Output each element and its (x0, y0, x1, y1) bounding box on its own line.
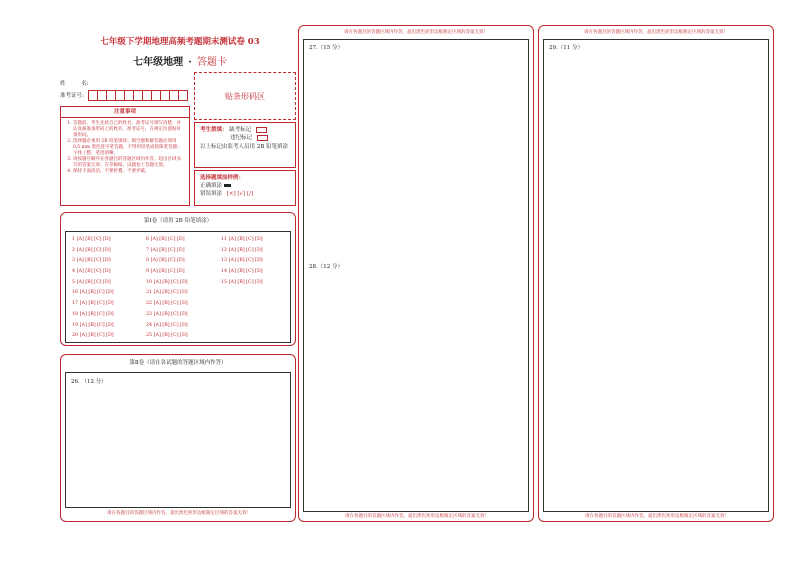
exam-mark-note: 以上标记由监考人员用 2B 铅笔填涂 (200, 144, 289, 150)
violation-label: 违纪标记 (230, 135, 253, 141)
fill-sample-title: 选择题填涂样例： (200, 175, 245, 181)
part2-warning: 请在各题目的答题区域内作答，超出黑色矩形边框限定区域的答案无效！ (107, 511, 251, 516)
q27-label: 27.（15 分） (309, 45, 343, 51)
answer-row[interactable]: 14 [A] [B] [C] [D] (221, 269, 263, 275)
middle-answer-area[interactable] (303, 39, 529, 512)
notice-item-1: 1. 答题前，考生先将自己的姓名，准考证号填写清楚，并认真核准条形码上的姓名、准考证号，在规定位置贴好条形码。 (73, 121, 185, 139)
answer-row[interactable]: 16 [A] [B] [C] [D] (72, 290, 114, 296)
answer-row[interactable]: 4 [A] [B] [C] [D] (72, 269, 111, 275)
subtitle-separator: · (188, 57, 192, 68)
answer-row[interactable]: 19 [A] [B] [C] [D] (72, 322, 114, 328)
exam-mark-box (194, 122, 296, 168)
notice-item-3: 3. 请按题号顺序在各题目的答题区域内作答，超出区域书写的答案无效；在草稿纸、试题卷上答题无效。 (73, 157, 185, 169)
answer-row[interactable]: 23 [A] [B] [C] [D] (146, 311, 188, 317)
part1-title: 第Ⅰ卷（请用 2B 铅笔填涂） (143, 218, 213, 224)
part2-section (60, 354, 296, 522)
answer-row[interactable]: 10 [A] [B] [C] [D] (146, 279, 188, 285)
wrong-fill-label: 错误填涂 (200, 191, 223, 197)
correct-fill-label: 正确填涂 (200, 183, 223, 189)
answer-col-1 (72, 237, 114, 344)
card-subtitle (60, 50, 300, 69)
q28-label: 28.（12 分） (309, 264, 343, 270)
q26-label: 26. （12 分） (71, 379, 107, 385)
notice-list (61, 118, 189, 175)
absent-label: 缺考标记 (229, 127, 252, 133)
q29-label: 29.（11 分） (549, 45, 583, 51)
answer-row[interactable]: 18 [A] [B] [C] [D] (72, 311, 114, 317)
answer-row[interactable]: 11 [A] [B] [C] [D] (221, 237, 263, 242)
answer-row[interactable]: 15 [A] [B] [C] [D] (221, 279, 263, 285)
barcode-label: 贴条形码区 (225, 91, 265, 101)
answer-card-label: 答题卡 (196, 57, 227, 68)
answer-row[interactable]: 7 [A] [B] [C] [D] (146, 247, 185, 253)
right-column (538, 25, 774, 522)
part2-title: 第Ⅱ卷（请在各试题的答题区域内作答） (129, 360, 227, 366)
barcode-area (194, 72, 296, 120)
correct-fill-mark (224, 184, 231, 187)
answer-row[interactable]: 21 [A] [B] [C] [D] (146, 290, 188, 296)
q26-answer-area[interactable] (65, 372, 291, 508)
notice-title: 注意事项 (61, 107, 189, 118)
exam-id-field[interactable] (60, 90, 187, 101)
name-label-2: 名: (81, 81, 89, 87)
exam-id-label: 准考证号: (60, 93, 84, 99)
right-top-warning: 请在各题目的答题区域内作答，超出黑色矩形边框限定区域的答案无效！ (584, 30, 728, 35)
answer-row[interactable]: 9 [A] [B] [C] [D] (146, 269, 185, 275)
answer-row[interactable]: 6 [A] [B] [C] [D] (146, 237, 185, 242)
middle-top-warning: 请在各题目的答题区域内作答，超出黑色矩形边框限定区域的答案无效！ (344, 30, 488, 35)
part1-answer-grid (65, 231, 291, 343)
answer-row[interactable]: 25 [A] [B] [C] [D] (146, 333, 188, 339)
answer-row[interactable]: 24 [A] [B] [C] [D] (146, 322, 188, 328)
part1-section (60, 212, 296, 346)
answer-col-3 (221, 237, 263, 290)
answer-row[interactable]: 22 [A] [B] [C] [D] (146, 301, 188, 307)
answer-row[interactable]: 12 [A] [B] [C] [D] (221, 247, 263, 253)
right-bottom-warning: 请在各题目的答题区域内作答，超出黑色矩形边框限定区域的答案无效！ (585, 514, 729, 519)
answer-row[interactable]: 17 [A] [B] [C] [D] (72, 301, 114, 307)
answer-col-2 (146, 237, 188, 344)
middle-column (298, 25, 534, 522)
answer-row[interactable]: 13 [A] [B] [C] [D] (221, 258, 263, 264)
exam-mark-label: 考生禁填： (200, 127, 228, 133)
wrong-fill-marks: [×] [√] [/] (226, 191, 254, 197)
name-field[interactable] (60, 80, 89, 88)
notice-item-2: 2. 选择题必须用 2B 铅笔填涂；填空题和解答题必须用 0.5 mm 黑色签字笔答题，不得用铅笔或圆珠笔答题；字体工整、笔迹清晰。 (73, 139, 185, 157)
violation-checkbox[interactable] (257, 135, 268, 141)
answer-row[interactable]: 2 [A] [B] [C] [D] (72, 247, 111, 253)
exam-title: 七年级下学期地理高频考题期末测试卷 03 (100, 37, 260, 47)
answer-row[interactable]: 8 [A] [B] [C] [D] (146, 258, 185, 264)
middle-bottom-warning: 请在各题目的答题区域内作答，超出黑色矩形边框限定区域的答案无效！ (345, 514, 489, 519)
right-answer-area[interactable] (543, 39, 769, 512)
answer-row[interactable]: 20 [A] [B] [C] [D] (72, 333, 114, 339)
answer-row[interactable]: 1 [A] [B] [C] [D] (72, 237, 111, 242)
notice-box (60, 106, 190, 206)
subject-label: 七年级地理 (133, 57, 184, 68)
name-label: 姓 (60, 81, 66, 87)
fill-sample-box (194, 170, 296, 206)
answer-row[interactable]: 5 [A] [B] [C] [D] (72, 279, 111, 285)
notice-item-4: 4. 保持卡面清洁，不要折叠、不要弄破。 (73, 169, 185, 175)
answer-row[interactable]: 3 [A] [B] [C] [D] (72, 258, 111, 264)
absent-checkbox[interactable] (256, 127, 267, 133)
exam-id-boxes[interactable] (88, 90, 187, 101)
